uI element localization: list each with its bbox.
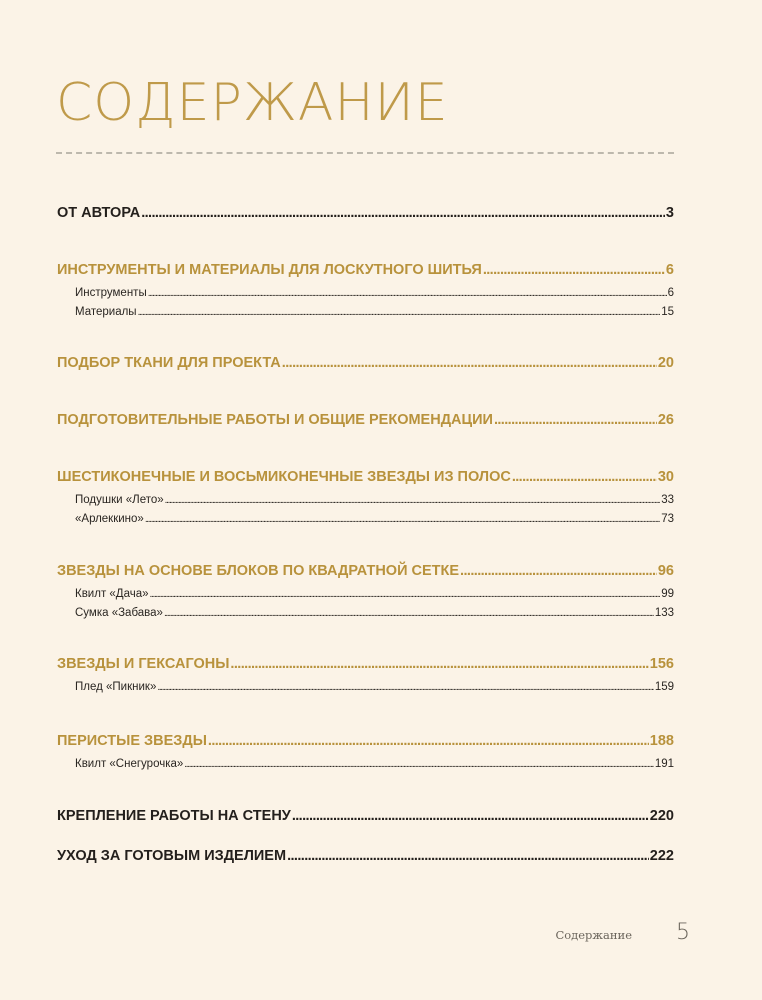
toc-leader-dots — [292, 806, 649, 826]
toc-leader-dots — [512, 467, 657, 487]
page-title: СОДЕРЖАНИЕ — [56, 73, 449, 133]
toc-entry-page: 20 — [657, 355, 674, 371]
table-of-contents — [57, 0, 674, 1000]
toc-entry-page: 15 — [661, 306, 674, 318]
toc-leader-dots — [483, 260, 665, 280]
toc-entry-square-grid-stars[interactable] — [57, 561, 674, 581]
toc-entry-page: 222 — [649, 848, 674, 864]
toc-leader-dots — [494, 410, 657, 430]
toc-subentry-arlekkino[interactable] — [57, 511, 674, 527]
toc-entry-page: 159 — [654, 681, 674, 693]
toc-entry-stars-hexagons[interactable] — [57, 654, 674, 674]
toc-entry-title: КРЕПЛЕНИЕ РАБОТЫ НА СТЕНУ — [57, 808, 291, 824]
toc-entry-title: Квилт «Снегурочка» — [75, 758, 184, 770]
toc-entry-title: ПОДГОТОВИТЕЛЬНЫЕ РАБОТЫ И ОБЩИЕ РЕКОМЕНДАЦИИ — [57, 412, 493, 428]
toc-entry-title: Сумка «Забава» — [75, 607, 163, 619]
toc-entry-from-author[interactable] — [57, 203, 674, 223]
toc-entry-page: 73 — [661, 513, 674, 525]
toc-entry-title: ОТ АВТОРА — [57, 205, 141, 221]
toc-entry-feathered-stars[interactable] — [57, 731, 674, 751]
toc-entry-title: ШЕСТИКОНЕЧНЫЕ И ВОСЬМИКОНЕЧНЫЕ ЗВЕЗДЫ ИЗ ПОЛОС — [57, 469, 511, 485]
toc-leader-dots — [282, 353, 657, 373]
toc-entry-title: ПОДБОР ТКАНИ ДЛЯ ПРОЕКТА — [57, 355, 281, 371]
toc-leader-dots — [141, 203, 665, 223]
toc-leader-dots — [138, 305, 661, 321]
toc-entry-page: 6 — [667, 287, 674, 299]
toc-entry-strip-stars[interactable] — [57, 467, 674, 487]
toc-leader-dots — [184, 757, 654, 773]
toc-leader-dots — [145, 512, 660, 528]
toc-entry-title: Материалы — [75, 306, 137, 318]
toc-leader-dots — [164, 606, 654, 622]
running-footer-label: Содержание — [555, 928, 632, 942]
toc-entry-page: 33 — [661, 494, 674, 506]
toc-leader-dots — [165, 493, 661, 509]
toc-subentry-tools[interactable] — [57, 285, 674, 301]
toc-subentry-quilt-dacha[interactable] — [57, 586, 674, 602]
toc-subentry-quilt-snegurochka[interactable] — [57, 756, 674, 772]
toc-entry-title: ПЕРИСТЫЕ ЗВЕЗДЫ — [57, 733, 207, 749]
toc-entry-page: 188 — [649, 733, 674, 749]
toc-leader-dots — [157, 680, 653, 696]
toc-entry-page: 99 — [661, 588, 674, 600]
toc-entry-fabric-selection[interactable] — [57, 353, 674, 373]
page-number: 5 — [676, 920, 690, 945]
toc-entry-page: 133 — [654, 607, 674, 619]
toc-leader-dots — [230, 654, 648, 674]
toc-entry-page: 26 — [657, 412, 674, 428]
toc-entry-preparation[interactable] — [57, 410, 674, 430]
toc-leader-dots — [287, 846, 649, 866]
toc-entry-title: Подушки «Лето» — [75, 494, 164, 506]
toc-entry-title: Инструменты — [75, 287, 147, 299]
toc-subentry-pillows-leto[interactable] — [57, 492, 674, 508]
toc-leader-dots — [150, 587, 661, 603]
toc-entry-care[interactable] — [57, 846, 674, 866]
toc-entry-title: Квилт «Дача» — [75, 588, 149, 600]
toc-leader-dots — [148, 286, 667, 302]
toc-entry-page: 156 — [649, 656, 674, 672]
toc-entry-page: 191 — [654, 758, 674, 770]
toc-entry-title: Плед «Пикник» — [75, 681, 157, 693]
toc-entry-tools-and-materials[interactable] — [57, 260, 674, 280]
toc-entry-page: 96 — [657, 563, 674, 579]
toc-subentry-materials[interactable] — [57, 304, 674, 320]
toc-entry-title: ЗВЕЗДЫ НА ОСНОВЕ БЛОКОВ ПО КВАДРАТНОЙ СЕТКЕ — [57, 563, 460, 579]
toc-subentry-bag-zabava[interactable] — [57, 605, 674, 621]
toc-entry-page: 30 — [657, 469, 674, 485]
toc-entry-page: 3 — [665, 205, 674, 221]
toc-entry-wall-mounting[interactable] — [57, 806, 674, 826]
toc-entry-page: 220 — [649, 808, 674, 824]
toc-leader-dots — [208, 731, 649, 751]
toc-entry-title: ЗВЕЗДЫ И ГЕКСАГОНЫ — [57, 656, 230, 672]
toc-entry-title: УХОД ЗА ГОТОВЫМ ИЗДЕЛИЕМ — [57, 848, 287, 864]
toc-entry-title: ИНСТРУМЕНТЫ И МАТЕРИАЛЫ ДЛЯ ЛОСКУТНОГО ШИТЬЯ — [57, 262, 482, 278]
toc-entry-title: «Арлеккино» — [75, 513, 144, 525]
toc-entry-page: 6 — [665, 262, 674, 278]
toc-subentry-plaid-piknik[interactable] — [57, 679, 674, 695]
toc-leader-dots — [460, 561, 657, 581]
